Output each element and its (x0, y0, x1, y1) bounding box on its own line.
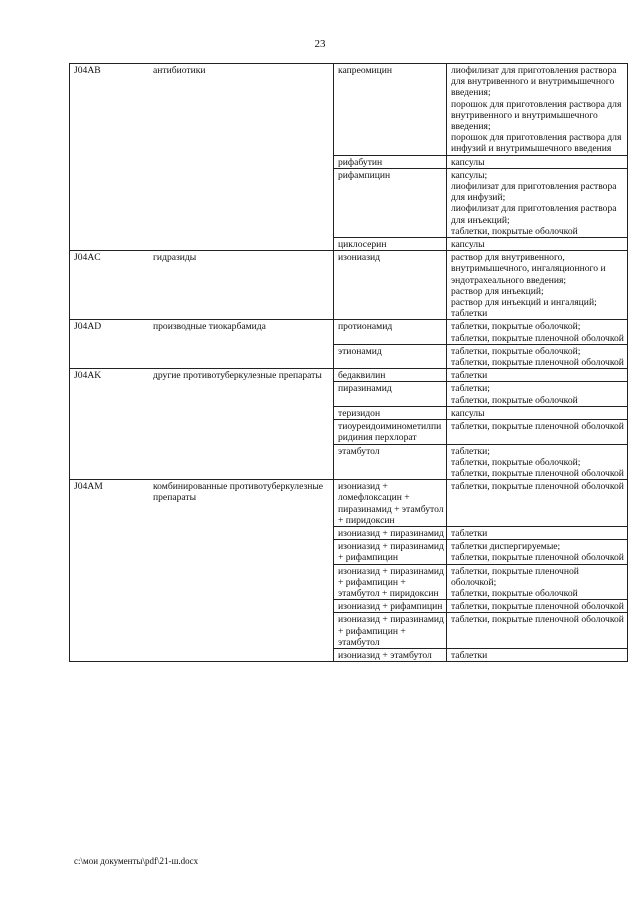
dosage-forms-cell (447, 564, 628, 600)
group-name-cell: гидразиды (149, 251, 334, 320)
dosage-form: таблетки, покрытые оболочкой (451, 225, 578, 237)
dosage-form: таблетки, покрытые оболочкой (451, 587, 578, 599)
table-row (70, 320, 628, 344)
dosage-form: таблетки (451, 649, 488, 661)
drug-name-cell: изониазид (334, 251, 447, 320)
dosage-forms-cell (447, 613, 628, 649)
footer-file-path: c:\мои документы\pdf\21-ш.docx (74, 856, 199, 866)
group-name-cell: антибиотики (149, 64, 334, 251)
dosage-forms-cell (447, 320, 628, 344)
dosage-form: таблетки, покрытые пленочной оболочкой (451, 614, 624, 626)
atc-code-cell: J04AM (70, 480, 150, 662)
group-name-cell: другие противотуберкулезные препараты (149, 369, 334, 480)
dosage-form: таблетки, покрытые пленочной оболочкой (451, 467, 624, 479)
dosage-form: порошок для приготовления раствора для внутривенного и внутримышечного введения; (451, 98, 622, 133)
dosage-forms-cell (447, 420, 628, 444)
drug-name-cell: рифабутин (334, 155, 447, 168)
table-body (70, 64, 628, 662)
dosage-form: раствор для инъекций; (451, 285, 544, 297)
table-row (70, 480, 628, 527)
dosage-form: капсулы (451, 156, 485, 168)
drug-name-cell: изониазид + пиразинамид + рифампицин (334, 540, 447, 564)
drug-name-cell: рифампицин (334, 168, 447, 237)
drug-name-cell: изониазид + ломефлоксацин + пиразинамид + этамбутол + пиридоксин (334, 480, 447, 527)
dosage-form: таблетки (451, 527, 488, 539)
dosage-form: таблетки, покрытые оболочкой; (451, 345, 581, 357)
drug-name-cell: изониазид + пиразинамид (334, 526, 447, 539)
drug-list-table (69, 63, 628, 662)
drug-name-cell: протионамид (334, 320, 447, 344)
dosage-form: таблетки, покрытые пленочной оболочкой (451, 552, 624, 564)
dosage-form: раствор для внутривенного, внутримышечного, ингаляционного и эндотрахеального введения; (451, 252, 606, 286)
dosage-forms-cell (447, 600, 628, 613)
drug-name-cell: капреомицин (334, 64, 447, 156)
drug-name-cell: пиразинамид (334, 382, 447, 406)
table-row (70, 369, 628, 382)
dosage-forms-cell (447, 155, 628, 168)
dosage-forms-cell (447, 540, 628, 564)
drug-name-cell: этамбутол (334, 444, 447, 480)
dosage-form: таблетки, покрытые оболочкой; (451, 321, 581, 333)
drug-name-cell: циклосерин (334, 238, 447, 251)
dosage-form: таблетки; (451, 383, 490, 395)
drug-name-cell: бедаквилин (334, 369, 447, 382)
dosage-form: капсулы (451, 407, 485, 419)
atc-code-cell: J04AK (70, 369, 150, 480)
drug-name-cell: изониазид + рифампицин (334, 600, 447, 613)
page-number: 23 (314, 38, 326, 50)
dosage-form: таблетки, покрытые пленочной оболочкой (451, 601, 624, 613)
dosage-form: капсулы (451, 239, 485, 251)
dosage-forms-cell (447, 251, 628, 320)
dosage-forms-cell (447, 526, 628, 539)
dosage-forms-cell (447, 444, 628, 480)
atc-code-cell: J04AD (70, 320, 150, 369)
dosage-forms-cell (447, 480, 628, 527)
dosage-form: таблетки, покрытые оболочкой (451, 394, 578, 406)
drug-name-cell: тиоуреидоиминометилпиридиния перхлорат (334, 420, 447, 444)
dosage-form: таблетки диспергируемые; (451, 541, 561, 553)
group-name-cell: комбинированные противотуберкулезные препараты (149, 480, 334, 662)
dosage-form: порошок для приготовления раствора для инфузий и внутримышечного введения (451, 132, 622, 155)
dosage-forms-cell (447, 344, 628, 368)
dosage-forms-cell (447, 648, 628, 661)
dosage-form: лиофилизат для приготовления раствора для инфузий; (451, 181, 617, 204)
dosage-form: раствор для инъекций и ингаляций; (451, 297, 597, 309)
atc-code-cell: J04AB (70, 64, 150, 251)
drug-name-cell: теризидон (334, 406, 447, 419)
drug-name-cell: изониазид + пиразинамид + рифампицин + этамбутол + пиридоксин (334, 564, 447, 600)
dosage-form: таблетки; (451, 445, 490, 457)
group-name-cell: производные тиокарбамида (149, 320, 334, 369)
table-row (70, 64, 628, 156)
dosage-form: таблетки, покрытые пленочной оболочкой (451, 357, 624, 369)
dosage-form: таблетки (451, 308, 488, 320)
dosage-forms-cell (447, 238, 628, 251)
drug-name-cell: изониазид + этамбутол (334, 648, 447, 661)
table-row (70, 251, 628, 320)
dosage-forms-cell (447, 168, 628, 237)
dosage-forms-cell (447, 406, 628, 419)
dosage-forms-cell (447, 369, 628, 382)
dosage-form: таблетки, покрытые пленочной оболочкой (451, 421, 624, 433)
dosage-form: таблетки, покрытые пленочной оболочкой (451, 481, 624, 493)
dosage-forms-cell (447, 64, 628, 156)
dosage-form: таблетки, покрытые пленочной оболочкой (451, 332, 624, 344)
dosage-form: таблетки, покрытые пленочной оболочкой; (451, 565, 579, 588)
dosage-form: лиофилизат для приготовления раствора для внутривенного и внутримышечного введения; (451, 65, 617, 99)
dosage-forms-cell (447, 382, 628, 406)
dosage-form: таблетки, покрытые оболочкой; (451, 456, 581, 468)
dosage-form: таблетки (451, 370, 488, 382)
atc-code-cell: J04AC (70, 251, 150, 320)
dosage-form: лиофилизат для приготовления раствора для инъекций; (451, 203, 617, 226)
drug-name-cell: изониазид + пиразинамид + рифампицин + этамбутол (334, 613, 447, 649)
drug-name-cell: этионамид (334, 344, 447, 368)
dosage-form: капсулы; (451, 169, 488, 181)
